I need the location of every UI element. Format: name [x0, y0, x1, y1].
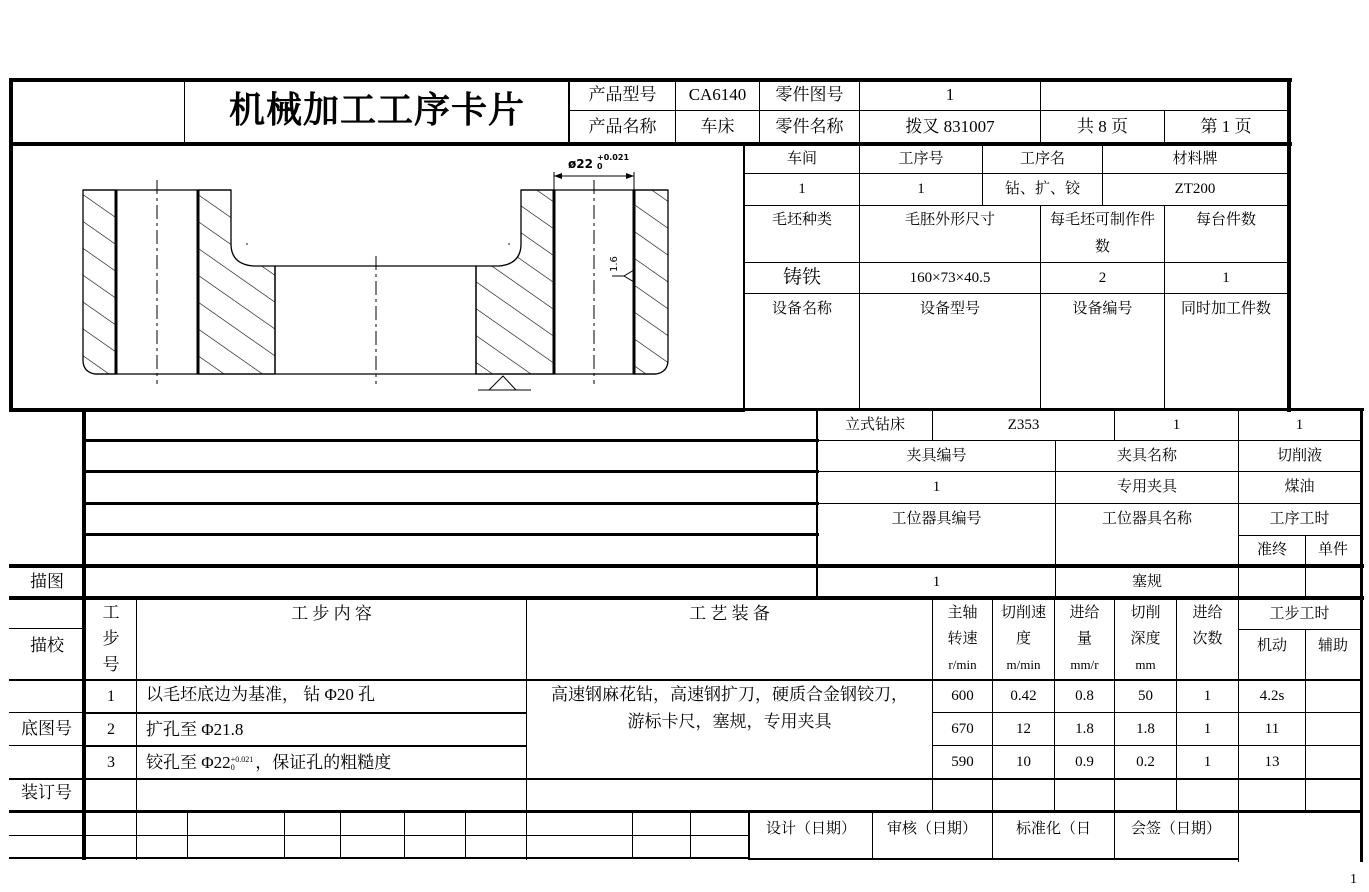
frame-line [9, 857, 749, 859]
frame-line [632, 812, 633, 858]
section-hatch [634, 190, 668, 374]
step-content: 扩孔至 Φ21.8 [146, 720, 244, 739]
unit-time-label: 单件 [1317, 542, 1348, 559]
frame-line [136, 598, 137, 860]
base-no-label: 底图号 [21, 719, 72, 739]
feed-header: 进给 量 mm/r [1069, 605, 1100, 672]
frame-line [84, 712, 527, 714]
frame-line [748, 858, 1238, 860]
fixture-no-value: 1 [932, 479, 941, 496]
equip-no-label: 设备编号 [1072, 301, 1133, 317]
prep-time-label: 准终 [1256, 542, 1287, 559]
standard-sign-label: 标准化（日 [1016, 821, 1092, 837]
aux-time [1306, 713, 1360, 745]
frame-line [187, 812, 188, 858]
aux-time [1306, 681, 1360, 712]
equip-model-value: Z353 [1007, 417, 1040, 434]
feed-rate: 0.9 [1075, 753, 1094, 770]
fixture-name-label: 夹具名称 [1116, 447, 1177, 464]
part-drawing-value: 1 [945, 85, 955, 105]
binding-no-label: 装订号 [21, 782, 72, 802]
product-name-label: 产品名称 [588, 116, 657, 136]
spindle-speed: 590 [951, 753, 974, 770]
step-time-header: 工步工时 [1269, 606, 1330, 623]
frame-line [9, 408, 745, 412]
cut-depth: 50 [1138, 688, 1153, 705]
coolant-value: 煤油 [1284, 479, 1315, 496]
dim-arrow [554, 173, 562, 179]
countersign-label: 会签（日期） [1131, 821, 1222, 837]
aux-time-header: 辅助 [1317, 637, 1348, 654]
frame-line [9, 810, 1363, 813]
machine-time: 11 [1264, 720, 1280, 737]
product-name-value: 车床 [700, 116, 735, 136]
frame-line [9, 835, 749, 836]
frame-line [744, 205, 1289, 206]
frame-line [1114, 812, 1115, 858]
design-sign-label: 设计（日期） [766, 821, 857, 837]
per-unit-value: 1 [1222, 269, 1230, 286]
material-label: 材料牌 [1172, 151, 1218, 168]
process-equipment: 高速钢麻花钻，高速钢扩刀，硬质合金钢铰刀， 游标卡尺，塞规，专用夹具 [551, 685, 908, 731]
cutting-speed: 10 [1016, 753, 1031, 770]
fixture-name-value: 专用夹具 [1116, 479, 1177, 496]
speed-header: 切削速 度 m/min [1000, 605, 1046, 672]
spindle-speed: 670 [951, 720, 974, 737]
per-blank-label: 每毛坯可制作件 [1049, 212, 1155, 228]
machine-time-header: 机动 [1256, 637, 1287, 654]
frame-line [1287, 78, 1291, 412]
passes-header: 进给 次数 [1192, 605, 1223, 647]
section-hatch [476, 190, 554, 374]
material-value: ZT200 [1174, 181, 1216, 198]
equip-name-value: 立式钻床 [844, 417, 905, 434]
trace-label: 描图 [30, 572, 64, 592]
step-no: 2 [107, 720, 115, 738]
step-content-header: 工 步 内 容 [291, 604, 372, 623]
fixture-no-label: 夹具编号 [906, 447, 967, 464]
per-blank-value: 2 [1098, 269, 1107, 286]
frame-line [84, 470, 819, 473]
blank-type-value: 铸铁 [782, 266, 821, 288]
part-drawing-label: 零件图号 [775, 85, 844, 105]
frame-line [9, 778, 1363, 780]
product-model-label: 产品型号 [588, 85, 657, 105]
frame-line [9, 745, 84, 746]
frame-line [465, 812, 466, 858]
simul-label: 同时加工件数 [1180, 301, 1271, 317]
op-no-value: 1 [917, 181, 925, 198]
cutting-speed: 0.42 [1010, 688, 1037, 705]
per-blank-label-2: 数 [1094, 239, 1110, 255]
frame-line [9, 628, 84, 629]
dim-text: ø22 [568, 157, 593, 171]
part-drawing [13, 146, 743, 408]
workshop-value: 1 [798, 181, 806, 198]
section-hatch [198, 190, 275, 374]
aux-time [1306, 746, 1360, 778]
station-tool-no-value: 1 [932, 574, 941, 591]
workshop-label: 车间 [786, 151, 817, 168]
frame-line [84, 502, 819, 505]
datum-symbol [478, 376, 531, 390]
page-footer-number: 1 [1350, 872, 1357, 887]
cut-depth: 0.2 [1136, 753, 1155, 770]
frame-line [404, 812, 405, 858]
frame-line [84, 439, 819, 442]
page-number-label: 第 1 页 [1200, 116, 1252, 136]
step-content: 铰孔至 Φ22 +0.021 0 ，保证孔的粗糙度 [146, 753, 392, 773]
frame-line [1360, 408, 1363, 862]
svg-text:1.6: 1.6 [609, 256, 620, 272]
frame-line [872, 812, 873, 858]
dim-sup: +0.021 [597, 153, 630, 162]
equip-no-value: 1 [1172, 417, 1181, 434]
equip-name-label: 设备名称 [771, 301, 832, 317]
frame-line [84, 533, 819, 536]
equipment-header: 工 艺 装 备 [689, 604, 770, 623]
feed-rate: 0.8 [1075, 688, 1094, 705]
coolant-label: 切削液 [1276, 447, 1322, 464]
passes: 1 [1203, 720, 1212, 737]
step-no: 1 [107, 687, 115, 705]
frame-line [744, 293, 1289, 294]
blank-size-value: 160×73×40.5 [909, 269, 991, 286]
step-no: 3 [107, 753, 115, 771]
op-no-label: 工序号 [898, 151, 944, 168]
blank-size-label: 毛胚外形尺寸 [904, 212, 995, 228]
blank-type-label: 毛坯种类 [771, 212, 832, 228]
station-tool-name-value: 塞规 [1131, 574, 1162, 591]
roughness-symbol [609, 256, 634, 282]
op-time-label: 工序工时 [1269, 511, 1330, 528]
op-name-value: 钻、扩、铰 [1004, 181, 1080, 198]
check-label: 描校 [30, 635, 64, 655]
passes: 1 [1203, 753, 1212, 770]
product-model-value: CA6140 [688, 85, 747, 105]
frame-line [284, 812, 285, 858]
frame-line [184, 80, 185, 143]
simul-value: 1 [1295, 417, 1304, 434]
frame-line [568, 110, 1289, 111]
page-title: 机械加工工序卡片 [228, 90, 525, 132]
per-unit-label: 每台件数 [1195, 212, 1256, 228]
machine-time: 4.2s [1259, 688, 1285, 705]
station-tool-no-label: 工位器具编号 [891, 511, 982, 527]
passes: 1 [1203, 688, 1212, 705]
cutting-speed: 12 [1016, 720, 1031, 737]
op-name-label: 工序名 [1019, 151, 1065, 168]
station-tool-name-label: 工位器具名称 [1101, 511, 1192, 527]
feed-rate: 1.8 [1075, 720, 1094, 737]
spindle-speed: 600 [951, 688, 974, 705]
step-no-header: 工 步 号 [102, 603, 120, 674]
depth-header: 切削 深度 mm [1130, 605, 1161, 672]
equip-model-label: 设备型号 [919, 301, 980, 317]
frame-line [748, 812, 750, 860]
dim-arrow [626, 173, 634, 179]
spindle-header: 主轴 转速 r/min [947, 605, 978, 672]
section-hatch [83, 190, 116, 374]
total-pages: 共 8 页 [1077, 116, 1128, 136]
part-name-label: 零件名称 [775, 116, 844, 136]
frame-line [992, 812, 993, 858]
frame-line [84, 745, 527, 747]
frame-line [340, 812, 341, 858]
cut-depth: 1.8 [1136, 720, 1155, 737]
machine-time: 13 [1264, 753, 1280, 770]
step-content: 以毛坯底边为基准， 钻 Φ20 孔 [146, 685, 376, 704]
frame-line [690, 812, 691, 858]
review-sign-label: 审核（日期） [887, 821, 978, 837]
part-name-value: 拨叉 831007 [905, 116, 995, 136]
frame-line [9, 712, 84, 713]
dim-sub: 0 [597, 162, 603, 171]
